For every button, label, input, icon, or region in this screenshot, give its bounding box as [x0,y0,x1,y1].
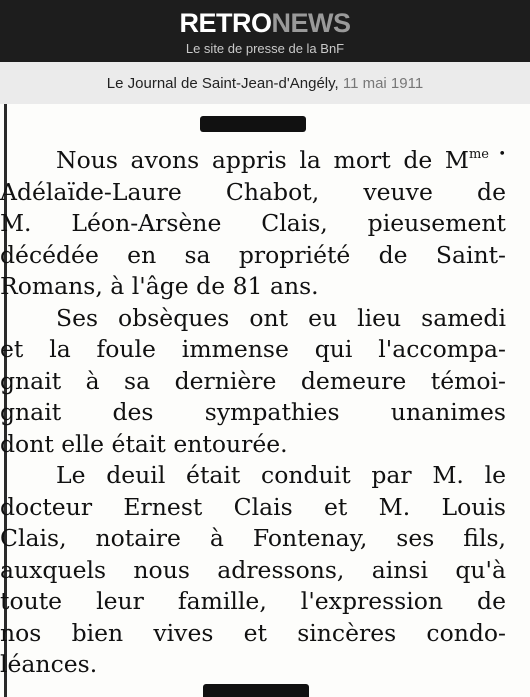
site-tagline: Le site de presse de la BnF [185,41,345,56]
text-line: docteur Ernest Clais et M. Louis [0,492,506,521]
superscript: me • [468,147,506,162]
article-paragraph [0,460,506,681]
newspaper-scan [0,104,530,697]
text-line: nos bien vives et sincères condo- [0,618,506,647]
source-title-bar [0,62,530,104]
text-line: Le deuil était conduit par M. le [56,461,506,489]
text-line: toute leur famille, l'expression de [0,587,506,615]
text-line: dont elle était entourée. [0,429,288,458]
separator-bar-bottom [203,684,309,697]
site-header [0,0,530,62]
journal-name: Le Journal de Saint-Jean-d'Angély, [106,75,339,92]
article-text [0,145,506,681]
text-line: Romans, à l'âge de 81 ans. [0,272,319,300]
text-line: décédée en sa propriété de Saint- [0,240,506,269]
text-line: Clais, notaire à Fontenay, ses fils, [0,524,506,552]
article-paragraph [0,303,506,461]
text-line: gnait des sympathies unanimes [0,398,506,426]
text-line: gnait à sa dernière demeure témoi- [0,366,506,395]
separator-bar-top [200,116,306,132]
text-line: léances. [0,650,98,678]
publication-date: 11 mai 1911 [342,75,424,92]
text-line: Nous avons appris la mort de $M^{me •}$ [56,146,506,174]
retronews-logo[interactable]: RETRONEWS [179,8,351,38]
text-line: Ses obsèques ont eu lieu samedi [56,303,506,332]
text-line: Adélaïde-Laure Chabot, veuve de [0,177,506,206]
text-line: M. Léon-Arsène Clais, pieusement [0,209,506,237]
article-paragraph [0,145,506,303]
text-line: auxquels nous adressons, ainsi qu'à [0,555,506,584]
text-line: et la foule immense qui l'accompa- [0,335,506,363]
